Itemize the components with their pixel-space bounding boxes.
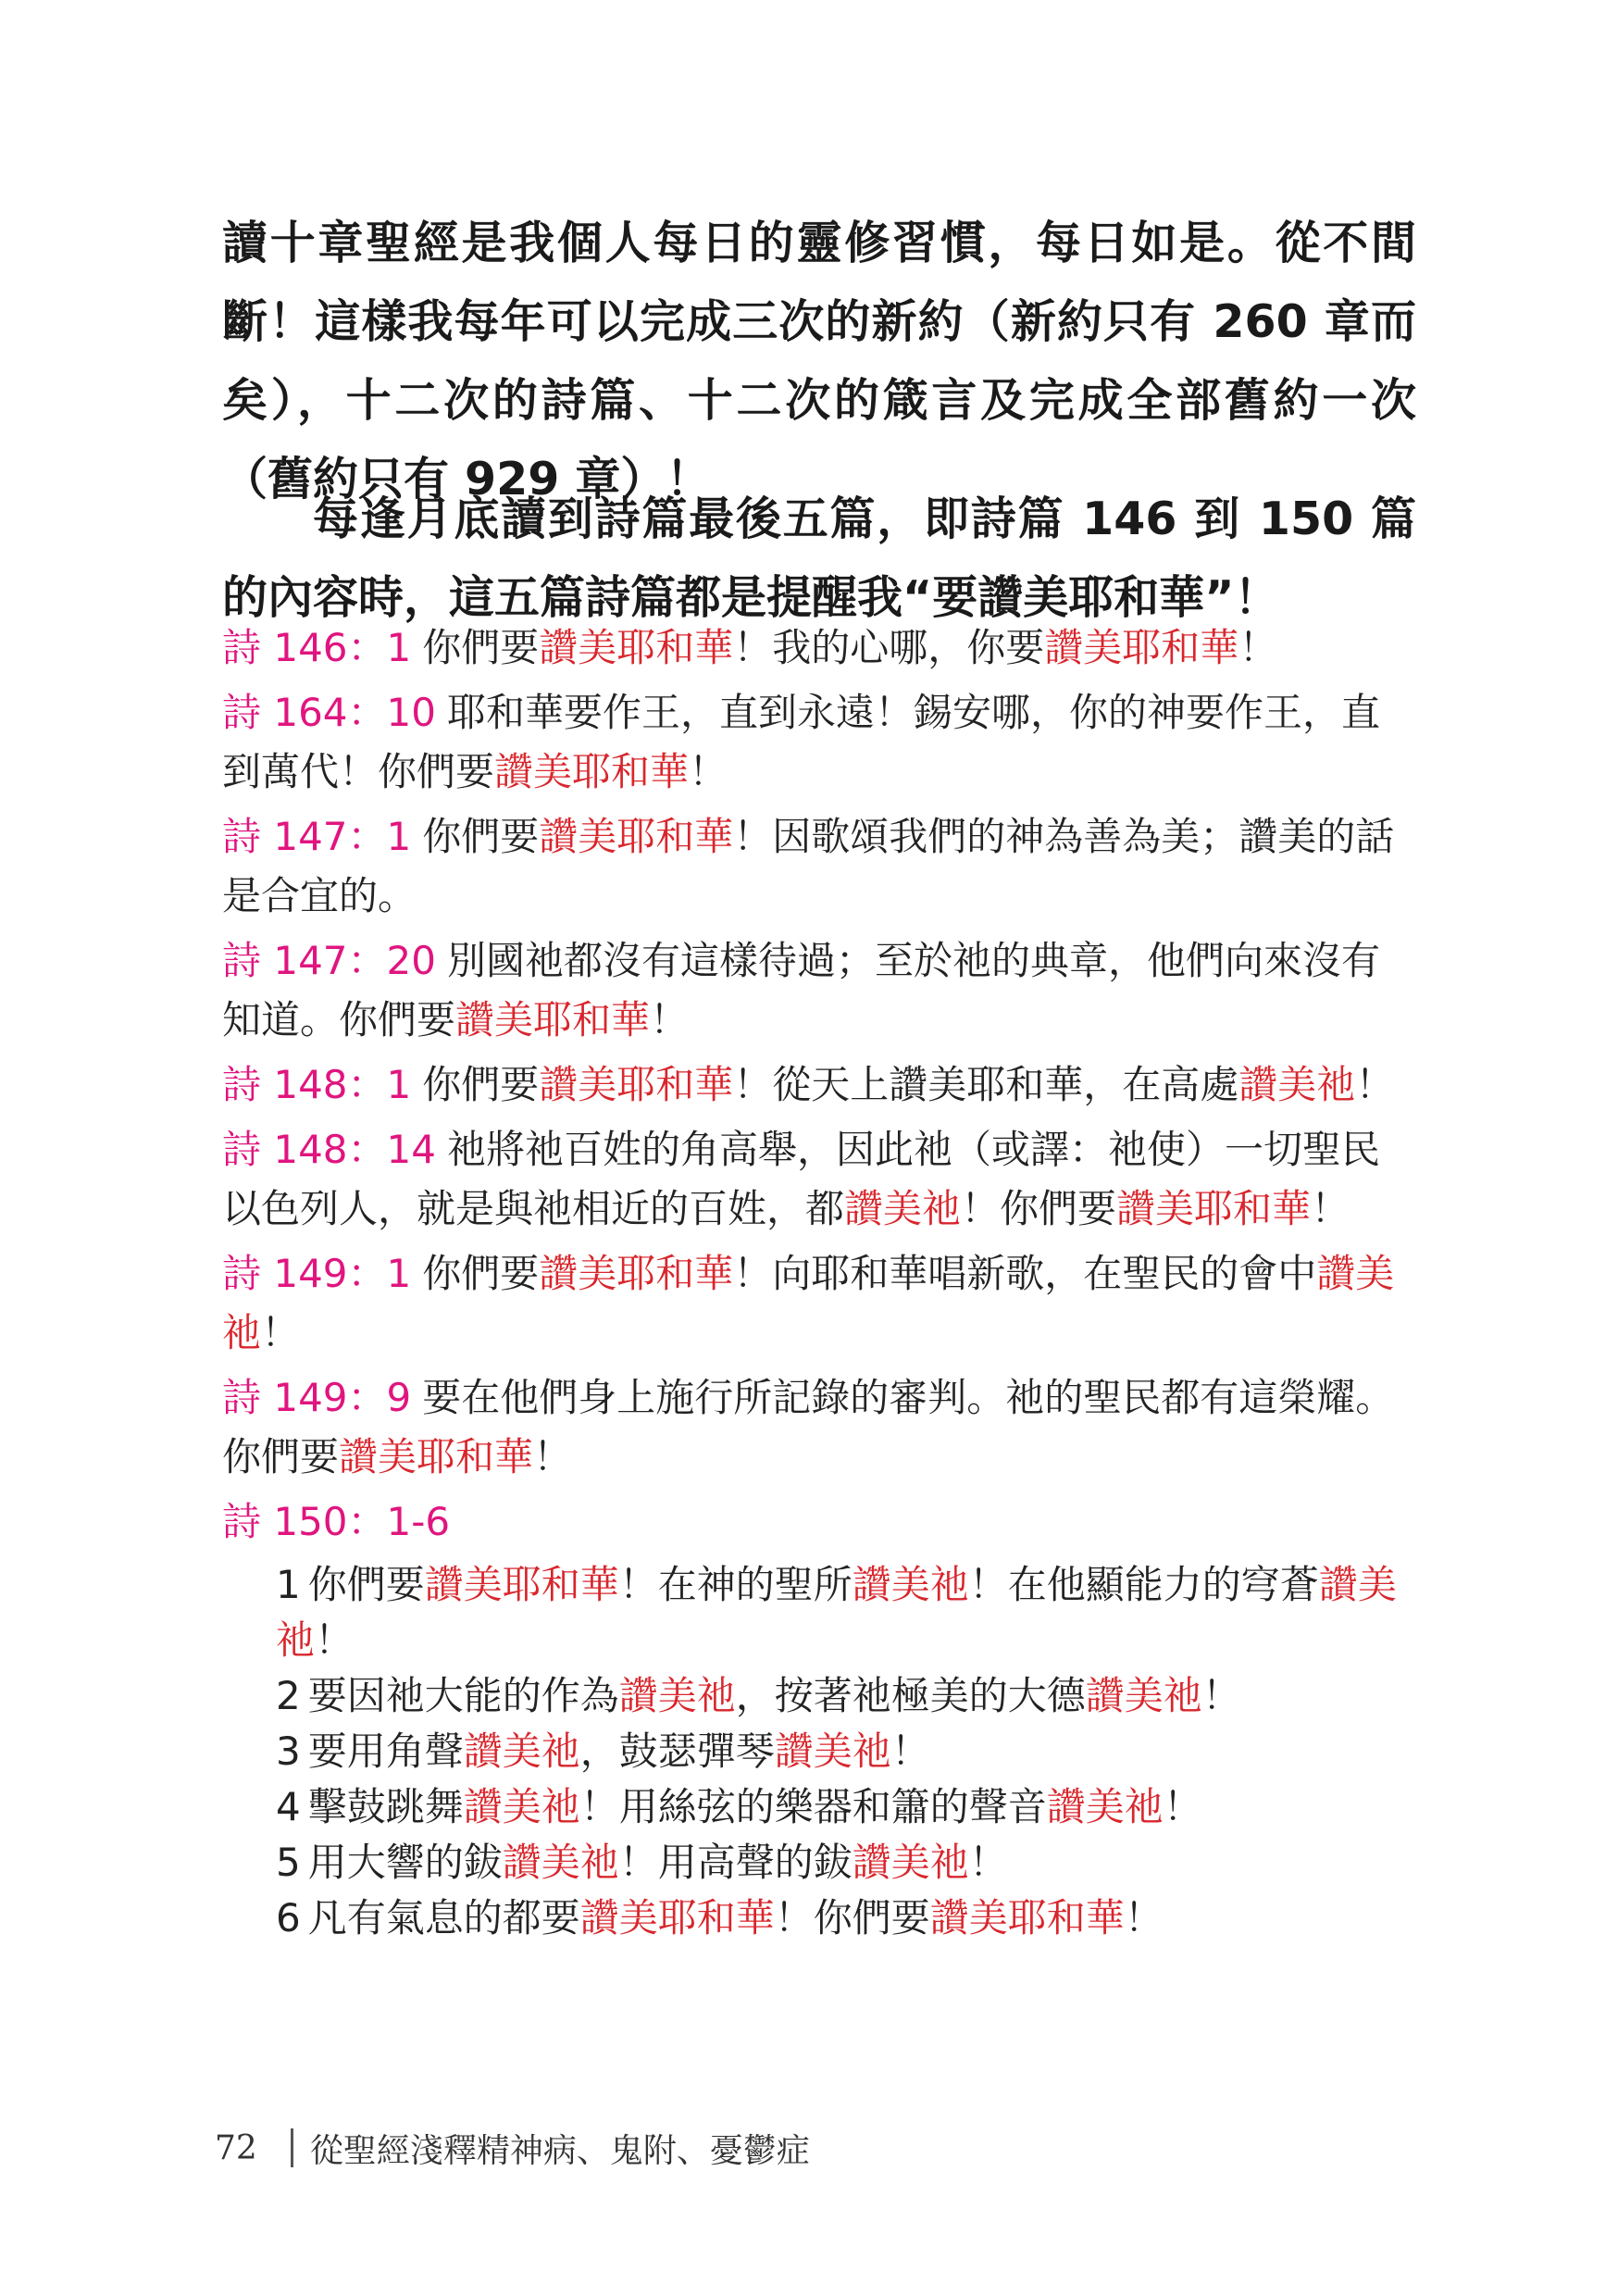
highlight-text: 讚美祂 <box>852 1562 969 1607</box>
verse-reference: 詩 149：9 <box>222 1375 412 1420</box>
highlight-text: 讚美耶和華 <box>539 1062 734 1107</box>
verse-item <box>222 618 1416 678</box>
highlight-text: 讚美祂 <box>774 1728 891 1774</box>
verse-text: ！ <box>261 1310 301 1355</box>
psalm-150-verse <box>276 1557 1416 1668</box>
verse-text: ！從天上讚美耶和華，在高處 <box>733 1062 1239 1107</box>
verse-reference: 詩 147：20 <box>222 938 436 983</box>
verse-reference: 詩 164：10 <box>222 690 436 735</box>
verse-text: ！ <box>689 749 728 794</box>
verse-text: 要在他們身上施行所記錄的審判。祂的聖民都有這榮耀。你們要 <box>222 1375 1395 1479</box>
verse-text: ！ <box>1201 1673 1241 1718</box>
highlight-text: 讚美祂 <box>618 1673 736 1718</box>
verse-text: ，鼓瑟彈琴 <box>579 1728 775 1774</box>
verse-item <box>222 1244 1416 1363</box>
page-number: 72 <box>215 2128 257 2167</box>
verse-text: ！ <box>1238 625 1278 670</box>
verse-text: ！我的心哪，你要 <box>733 625 1045 670</box>
page-footer <box>215 2120 810 2176</box>
verse-number: 6 <box>276 1895 301 1940</box>
highlight-text: 讚美耶和華 <box>929 1895 1125 1940</box>
verse-body <box>308 1728 930 1774</box>
verse-number: 2 <box>276 1673 301 1718</box>
highlight-text: 讚美祂 <box>222 1251 1395 1355</box>
highlight-text: 讚美祂 <box>1046 1784 1164 1829</box>
verse-item <box>222 931 1416 1050</box>
verse-list <box>222 618 1416 1946</box>
highlight-text: 讚美耶和華 <box>1044 625 1239 670</box>
psalm-150-verse <box>276 1779 1416 1835</box>
verse-reference: 詩 149：1 <box>222 1251 412 1296</box>
verse-text: ！ <box>533 1434 573 1479</box>
verse-text: ！你們要 <box>961 1186 1117 1231</box>
psalm-150-verse <box>276 1668 1416 1724</box>
highlight-text: 讚美耶和華 <box>424 1562 619 1607</box>
intro-paragraph: 讀十章聖經是我個人每日的靈修習慣，每日如是。從不間斷！這樣我每年可以完成三次的新約（新約只有 260 章而矣），十二次的詩篇、十二次的箴言及完成全部舊約一次（舊約只有 929 章）！ <box>222 217 1416 505</box>
highlight-text: 讚美祂 <box>276 1562 1397 1663</box>
verse-text: 你們要 <box>422 625 540 670</box>
verse-text: 要用角聲 <box>307 1728 464 1774</box>
verse-text: 用大響的鈸 <box>307 1840 503 1885</box>
verse-item <box>222 1492 1416 1552</box>
verse-text: 耶和華要作王，直到永遠！錫安哪，你的神要作王，直到萬代！你們要 <box>222 690 1380 794</box>
highlight-text: 讚美耶和華 <box>455 997 651 1042</box>
verse-text: ！因歌頌我們的神為善為美；讚美的話是合宜的。 <box>222 814 1395 918</box>
verse-body <box>308 1895 1164 1940</box>
highlight-text: 讚美耶和華 <box>494 749 690 794</box>
highlight-text: 讚美祂 <box>852 1840 969 1885</box>
psalm-150-verse <box>276 1890 1416 1946</box>
verse-number: 1 <box>276 1562 301 1607</box>
verse-text: 你們要 <box>422 1251 540 1296</box>
verse-text: 擊鼓跳舞 <box>307 1784 464 1829</box>
verse-text: ！ <box>890 1728 930 1774</box>
highlight-text: 讚美祂 <box>502 1840 619 1885</box>
verse-text: ，按著祂極美的大德 <box>735 1673 1086 1718</box>
verse-reference: 詩 146：1 <box>222 625 412 670</box>
book-title: 從聖經淺釋精神病、鬼附、憂鬱症 <box>309 2131 810 2170</box>
verse-text: ！ <box>1355 1062 1395 1107</box>
verse-item <box>222 1368 1416 1487</box>
highlight-text: 讚美祂 <box>463 1728 580 1774</box>
verse-text: ！你們要 <box>774 1895 930 1940</box>
verse-number: 3 <box>276 1728 301 1774</box>
verse-text: ！ <box>1311 1186 1350 1231</box>
highlight-text: 讚美耶和華 <box>339 1434 534 1479</box>
verse-number: 5 <box>276 1840 301 1885</box>
verse-text: ！在他顯能力的穹蒼 <box>968 1562 1319 1607</box>
verse-reference: 詩 147：1 <box>222 814 412 859</box>
verse-text: ！ <box>968 1840 1008 1885</box>
verse-text: 你們要 <box>307 1562 425 1607</box>
verse-reference: 詩 148：14 <box>222 1127 436 1172</box>
highlight-text: 讚美耶和華 <box>1116 1186 1312 1231</box>
verse-reference: 詩 148：1 <box>222 1062 412 1107</box>
highlight-text: 讚美耶和華 <box>539 1251 734 1296</box>
verse-item <box>222 683 1416 802</box>
verse-body <box>422 625 1277 670</box>
psalm-150-verse <box>276 1835 1416 1890</box>
psalm-150-list <box>222 1557 1416 1946</box>
highlight-text: 讚美祂 <box>844 1186 962 1231</box>
highlight-text: 讚美耶和華 <box>539 814 734 859</box>
highlight-text: 讚美祂 <box>1238 1062 1356 1107</box>
verse-text: ！在神的聖所 <box>618 1562 853 1607</box>
verse-body <box>422 1062 1394 1107</box>
verse-text: ！ <box>650 997 690 1042</box>
verse-text: 祂將祂百姓的角高舉，因此祂（或譯：祂使）一切聖民以色列人，就是與祂相近的百姓，都 <box>222 1127 1380 1231</box>
verse-item <box>222 807 1416 926</box>
highlight-text: 讚美耶和華 <box>579 1895 775 1940</box>
highlight-text: 讚美祂 <box>1085 1673 1202 1718</box>
verse-body <box>308 1673 1241 1718</box>
highlight-text: 讚美祂 <box>463 1784 580 1829</box>
verse-body <box>308 1840 1008 1885</box>
second-paragraph: 每逢月底讀到詩篇最後五篇，即詩篇 146 到 150 篇的內容時，這五篇詩篇都是提醒我“要讚美耶和華”！ <box>222 493 1416 624</box>
verse-text: 凡有氣息的都要 <box>307 1895 580 1940</box>
verse-text: ！ <box>315 1617 355 1663</box>
verse-text: 你們要 <box>422 1062 540 1107</box>
verse-number: 4 <box>276 1784 301 1829</box>
verse-item <box>222 1120 1416 1239</box>
verse-container <box>222 618 1416 1552</box>
verse-item <box>222 1055 1416 1115</box>
verse-text: ！向耶和華唱新歌，在聖民的會中 <box>733 1251 1317 1296</box>
verse-text: 你們要 <box>422 814 540 859</box>
verse-text: ！用絲弦的樂器和簫的聲音 <box>579 1784 1047 1829</box>
verse-reference: 詩 150：1-6 <box>222 1499 451 1544</box>
verse-text: ！用高聲的鈸 <box>618 1840 853 1885</box>
verse-text: 要因祂大能的作為 <box>307 1673 619 1718</box>
highlight-text: 讚美耶和華 <box>539 625 734 670</box>
footer-divider <box>291 2128 293 2167</box>
verse-text: ！ <box>1163 1784 1202 1829</box>
verse-body <box>276 1562 1397 1663</box>
verse-text: 別國祂都沒有這樣待過；至於祂的典章，他們向來沒有知道。你們要 <box>222 938 1380 1042</box>
psalm-150-verse <box>276 1724 1416 1779</box>
verse-body <box>308 1784 1202 1829</box>
verse-text: ！ <box>1124 1895 1164 1940</box>
